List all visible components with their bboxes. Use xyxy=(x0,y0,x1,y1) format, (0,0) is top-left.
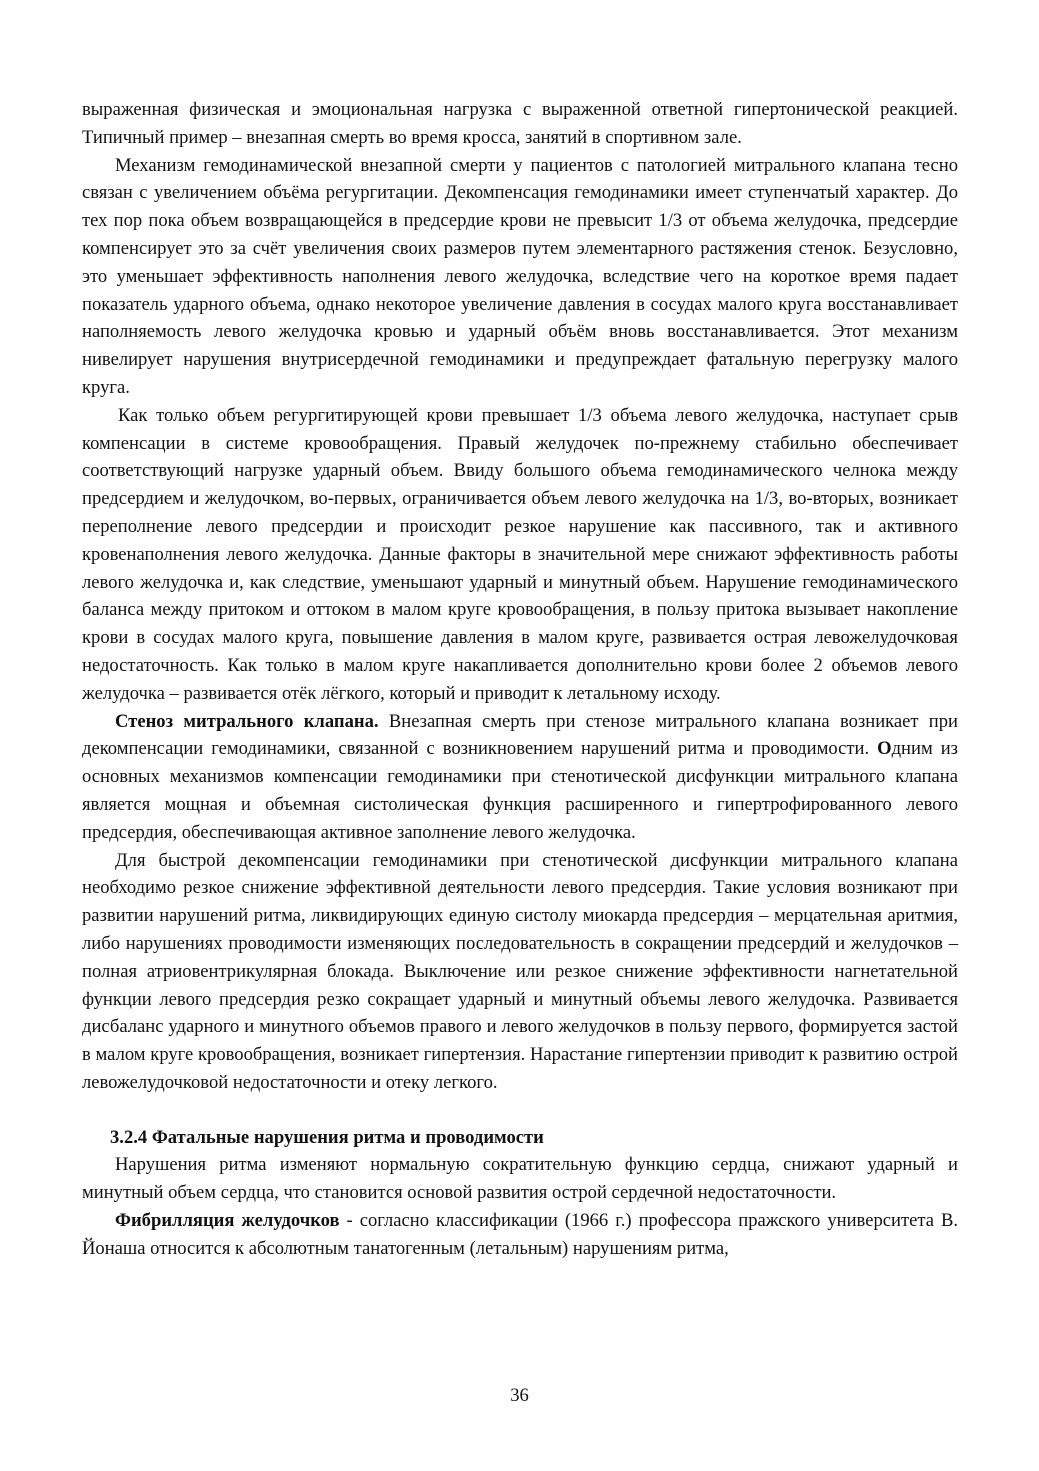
paragraph-2: Механизм гемодинамической внезапной смерти у пациентов с патологией митрального клапана тесно связан с увеличением объёма регургитации. Декомпенсация гемодинамики имеет ступенчатый характер. До тех пор пока объем возвращающейся в предсердие крови не превысит 1/3 от объема желудочка, предсердие компенсирует это за счёт увеличения своих размеров путем элементарного растяжения стенок. Безусловно, это уменьшает эффективность наполнения левого желудочка, вследствие чего на короткое время падает показатель ударного объема, однако некоторое увеличение давления в сосудах малого круга восстанавливает наполняемость левого желудочка кровью и ударный объём вновь восстанавливается. Этот механизм нивелирует нарушения внутрисердечной гемодинамики и предупреждает фатальную перегрузку малого круга. xyxy=(82,154,958,398)
page-number: 36 xyxy=(510,1385,529,1406)
paragraph-7 xyxy=(82,1207,958,1263)
mitral-stenosis-term: Стеноз митрального клапана. xyxy=(115,710,379,732)
paragraph-6: Нарушения ритма изменяют нормальную сократительную функцию сердца, снижают ударный и минутный объем сердца, что становится основой развития острой сердечной недостаточности. xyxy=(82,1154,958,1204)
paragraph-4-text-a: Внезапная смерть при стенозе митрального клапана возникает при декомпенсации гемодинамики, связанной с возникновением нарушений ритма и проводимости. xyxy=(82,710,958,760)
paragraph-4-bold-letter: О xyxy=(877,738,892,760)
paragraph-3: Как только объем регургитирующей крови превышает 1/3 объема левого желудочка, наступает срыв компенсации в системе кровообращения. Правый желудочек по-прежнему стабильно обеспечивает соответствующий нагрузке ударный объем. Ввиду большого объема гемодинамического челнока между предсердием и желудочком, во-первых, ограничивается объем левого желудочка на 1/3, во-вторых, возникает переполнение левого предсердии и происходит резкое нарушение как пассивного, так и активного кровенаполнения левого желудочка. Данные факторы в значительной мере снижают эффективность работы левого желудочка и, как следствие, уменьшают ударный и минутный объем. Нарушение гемодинамического баланса между притоком и оттоком в малом круге кровообращения, в пользу притока вызывает накопление крови в сосудах малого круга, повышение давления в малом круге, развивается острая левожелудочковая недостаточность. Как только в малом круге накапливается дополнительно крови более 2 объемов левого желудочка – развивается отёк лёгкого, который и приводит к летальному исходу. xyxy=(82,404,958,704)
paragraph-5: Для быстрой декомпенсации гемодинамики при стенотической дисфункции митрального клапана необходимо резкое снижение эффективной деятельности левого предсердия. Такие условия возникают при развитии нарушений ритма, ликвидирующих единую систолу миокарда предсердия – мерцательная аритмия, либо нарушениях проводимости изменяющих последовательность в сокращении предсердий и желудочков – полная атриовентрикулярная блокада. Выключение или резкое снижение эффективности нагнетательной функции левого предсердия резко сокращает ударный и минутный объемы левого желудочка. Развивается дисбаланс ударного и минутного объемов правого и левого желудочков в пользу первого, формируется застой в малом круге кровообращения, возникает гипертензия. Нарастание гипертензии приводит к развитию острой левожелудочковой недостаточности и отеку легкого. xyxy=(82,849,958,1093)
paragraph-1: выраженная физическая и эмоциональная нагрузка с выраженной ответной гипертонической реакцией. Типичный пример – внезапная смерть во время кросса, занятий в спортивном зале. xyxy=(82,99,958,148)
section-heading: 3.2.4 Фатальные нарушения ритма и проводимости xyxy=(110,1126,544,1148)
document-page xyxy=(82,96,958,1263)
paragraph-4 xyxy=(82,708,958,847)
ventricular-fibrillation-term: Фибрилляция желудочков xyxy=(115,1210,340,1232)
paragraph-4-text-b: дним из основных механизмов компенсации гемодинамики при стенотической дисфункции митрального клапана является мощная и объемная систолическая функция расширенного и гипертрофированного левого предсердия, обеспечивающая активное заполнение левого желудочка. xyxy=(82,738,959,843)
paragraph-7-text: - согласно классификации (1966 г.) профессора пражского университета В. Йонаша относится к абсолютным танатогенным (летальным) нарушениям ритма, xyxy=(82,1210,958,1259)
